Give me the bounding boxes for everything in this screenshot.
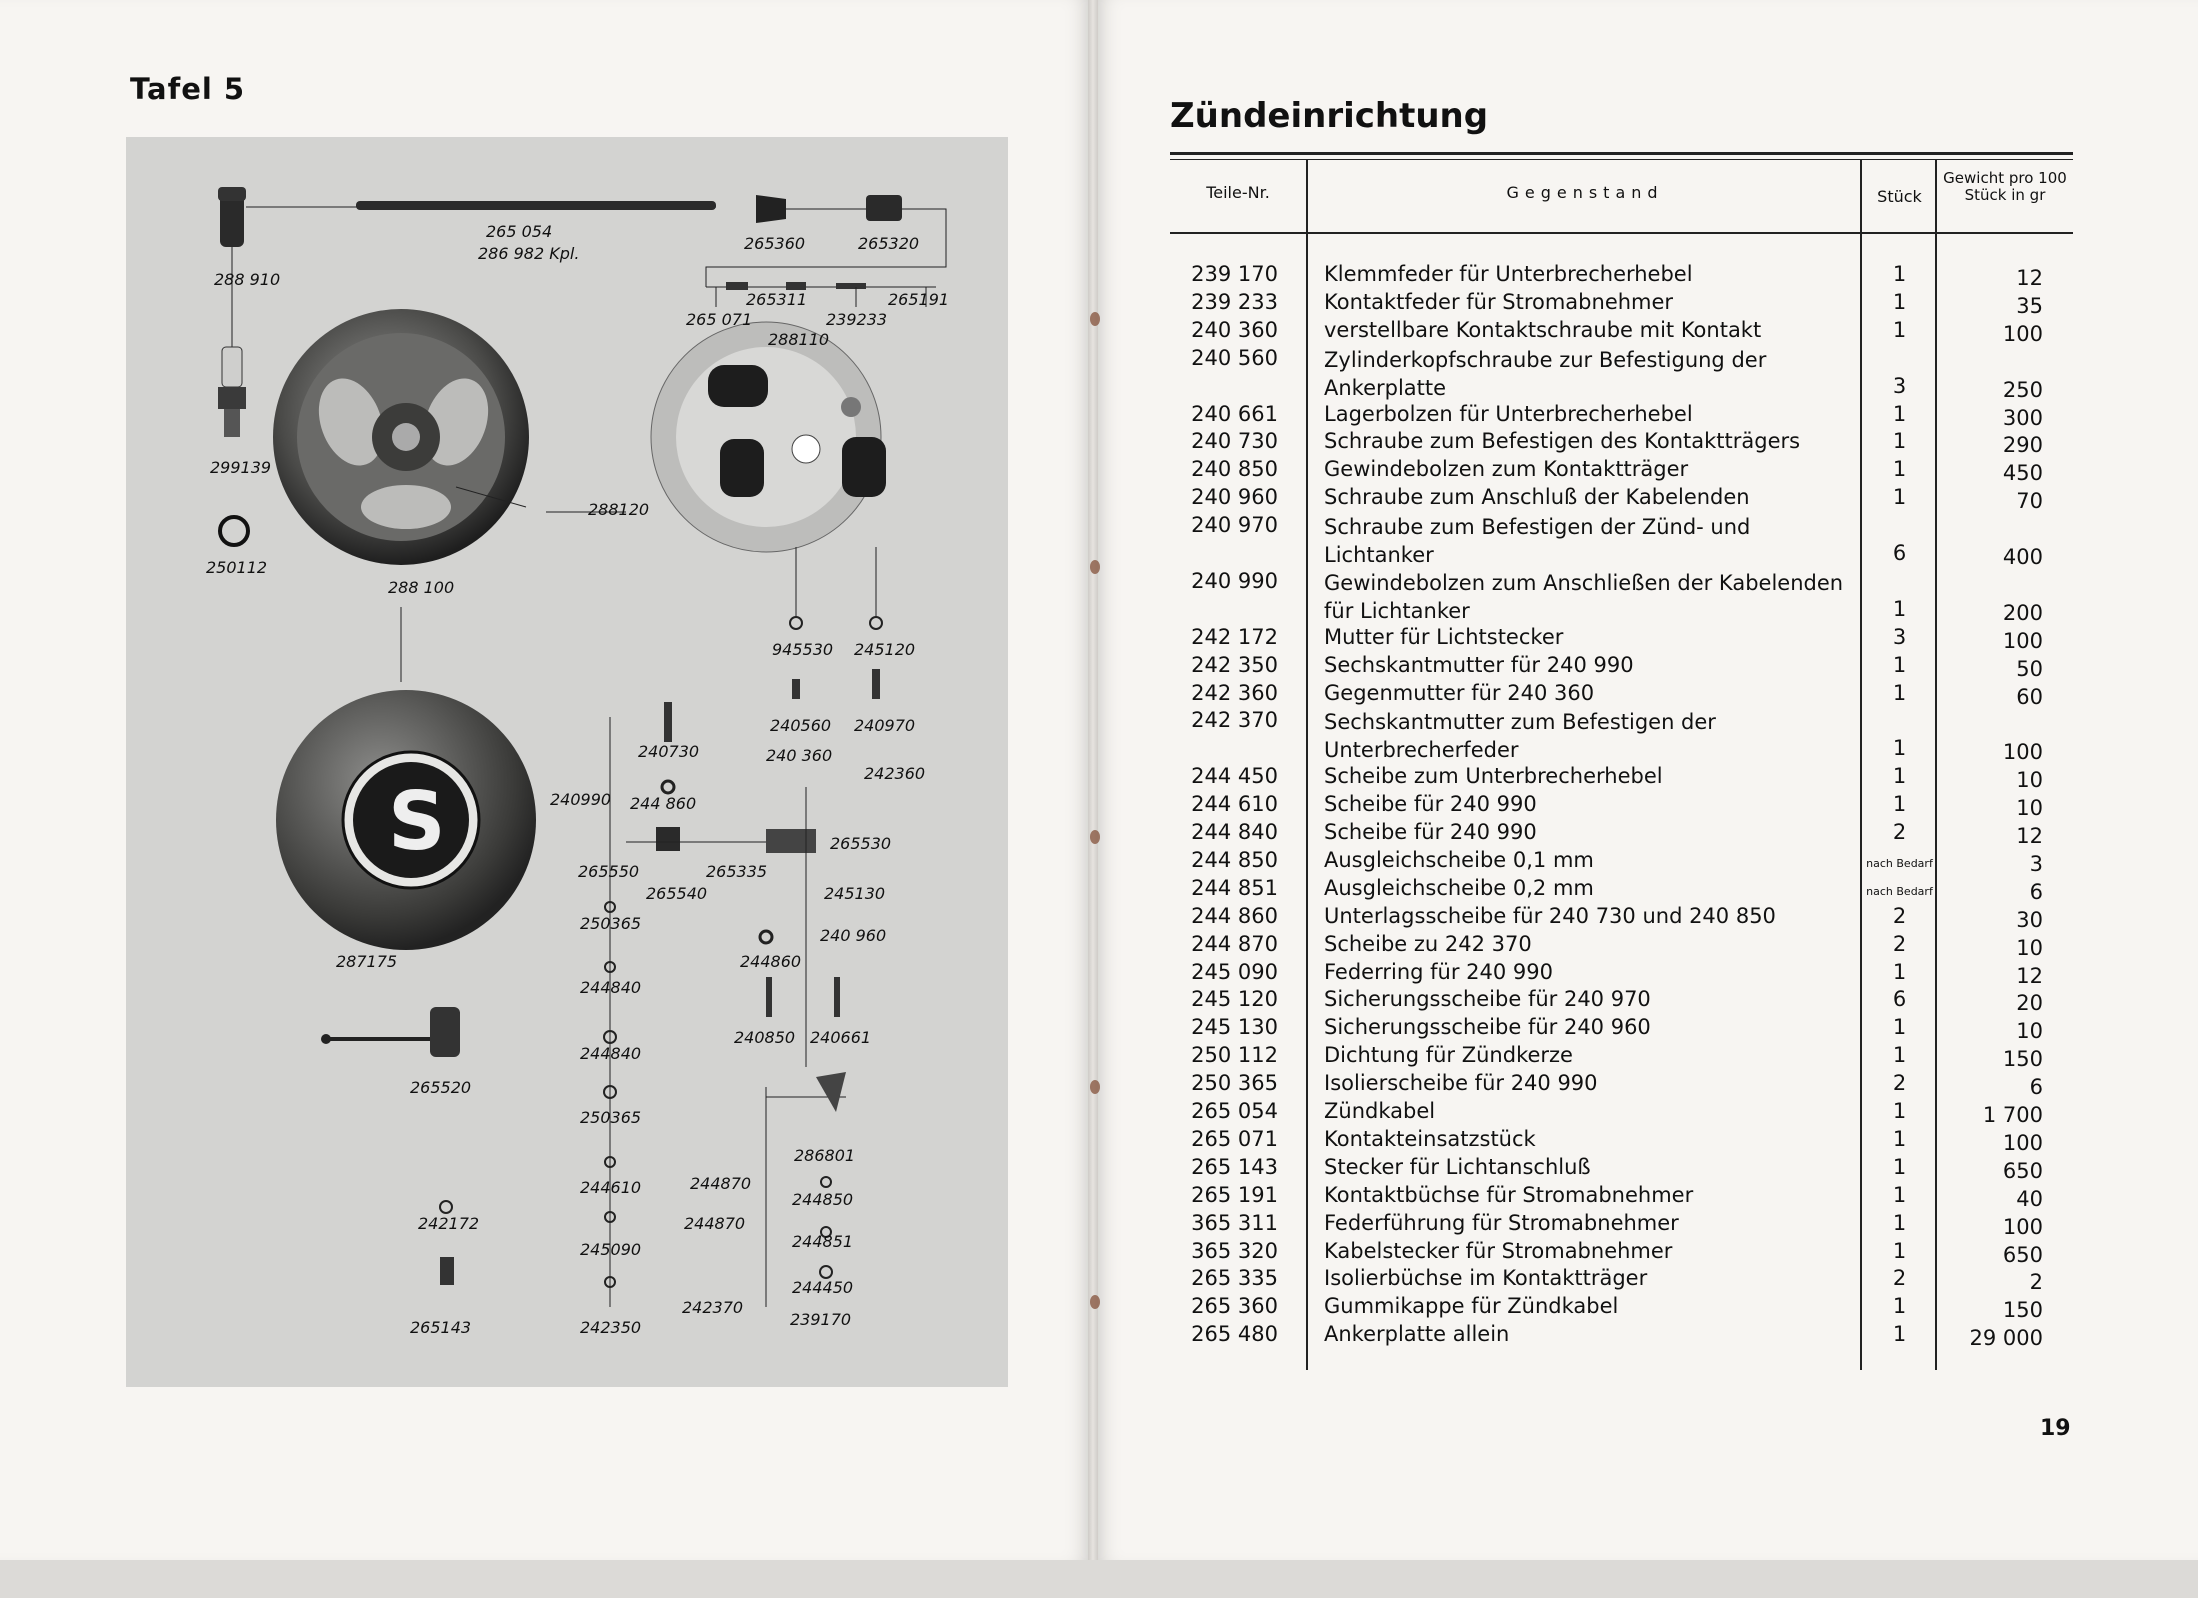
table-row [1170, 1266, 2073, 1294]
callout-265071: 265 071 [686, 310, 753, 329]
part-weight: 40 [2016, 1186, 2043, 1211]
part-description [1324, 1211, 1844, 1235]
part-description [1324, 569, 1844, 625]
callout-244850: 244850 [792, 1190, 854, 1209]
cable-connector-part [321, 1007, 460, 1057]
part-weight: 3 [2029, 851, 2043, 876]
part-description-text: Sicherungsscheibe für 240 970 [1324, 987, 1651, 1012]
callout-240970: 240970 [854, 716, 916, 735]
part-quantity: 1 [1892, 1322, 1907, 1347]
part-quantity: 1 [1892, 1294, 1907, 1319]
part-weight: 100 [2002, 1214, 2043, 1239]
part-quantity: 1 [1892, 736, 1907, 761]
part-quantity: 1 [1892, 1043, 1907, 1068]
part-weight: 29 000 [1969, 1326, 2043, 1351]
title-rule [1170, 152, 2073, 155]
table-row [1170, 1015, 2073, 1043]
part-description-text: Kontakteinsatzstück [1324, 1126, 1536, 1151]
stain-spot [1090, 560, 1100, 574]
table-row [1170, 1155, 2073, 1183]
table-row [1170, 457, 2073, 485]
part-description-text: Scheibe für 240 990 [1324, 792, 1537, 817]
part-description [1324, 708, 1844, 764]
part-weight: 30 [2016, 907, 2043, 932]
part-description [1324, 262, 1844, 286]
callout-299139: 299139 [210, 458, 272, 477]
part-description [1324, 290, 1844, 314]
callout-239170: 239170 [790, 1310, 852, 1329]
part-number: 242 350 [1191, 652, 1278, 677]
part-description [1324, 987, 1844, 1011]
table-row [1170, 1183, 2073, 1211]
callout-244860b: 244860 [740, 952, 802, 971]
part-number: 244 870 [1191, 931, 1278, 956]
part-description [1324, 513, 1844, 569]
part-weight: 6 [2029, 1075, 2043, 1100]
part-quantity: 1 [1892, 1126, 1907, 1151]
callout-244840b: 244840 [580, 1044, 642, 1063]
part-description-text: Kontaktbüchse für Stromabnehmer [1324, 1182, 1694, 1207]
part-weight: 100 [2002, 628, 2043, 653]
part-description-text: Dichtung für Zündkerze [1324, 1043, 1573, 1068]
part-number: 242 172 [1191, 624, 1278, 649]
callout-288910: 288 910 [214, 270, 281, 289]
part-weight: 70 [2016, 489, 2043, 514]
callout-287175: 287175 [336, 952, 398, 971]
table-row [1170, 848, 2073, 876]
part-description [1324, 1155, 1844, 1179]
part-weight: 10 [2016, 768, 2043, 793]
part-number: 240 661 [1191, 401, 1278, 426]
part-description-text: Lagerbolzen für Unterbrecherhebel [1324, 401, 1693, 426]
part-quantity: 2 [1892, 1071, 1907, 1096]
part-description-text: Mutter für Lichtstecker [1324, 624, 1564, 649]
part-number: 265 335 [1191, 1266, 1278, 1291]
part-description-text: Schraube zum Anschluß der Kabelenden [1324, 485, 1750, 510]
part-description [1324, 429, 1844, 453]
part-number: 240 560 [1191, 345, 1278, 370]
callout-250112: 250112 [206, 558, 268, 577]
part-number: 240 850 [1191, 457, 1278, 482]
table-row [1170, 429, 2073, 457]
part-quantity: 1 [1892, 289, 1907, 314]
part-quantity: 1 [1892, 262, 1907, 286]
part-description [1324, 1015, 1844, 1039]
callout-242370: 242370 [682, 1298, 744, 1317]
part-quantity: 1 [1892, 1099, 1907, 1123]
part-weight: 35 [2016, 293, 2043, 318]
part-weight: 150 [2002, 1298, 2043, 1323]
table-row [1170, 1043, 2073, 1071]
part-weight: 250 [2002, 377, 2043, 402]
part-weight: 650 [2002, 1242, 2043, 1267]
table-row [1170, 932, 2073, 960]
svg-text:S: S [388, 775, 446, 868]
plate-title: Tafel 5 [130, 72, 246, 106]
callout-242172: 242172 [418, 1214, 480, 1233]
part-description-text: Gegenmutter für 240 360 [1324, 680, 1595, 705]
part-number: 240 960 [1191, 485, 1278, 510]
part-description [1324, 681, 1844, 705]
header-gewicht: Gewicht pro 100 Stück in gr [1943, 169, 2067, 204]
header-gegenstand: Gegenstand [1506, 183, 1664, 202]
part-number: 250 365 [1191, 1071, 1278, 1096]
part-quantity: 3 [1892, 373, 1907, 398]
callout-240850: 240850 [734, 1028, 796, 1047]
table-row [1170, 1127, 2073, 1155]
background-strip [0, 1560, 2198, 1598]
part-description [1324, 876, 1844, 900]
part-description-text: Scheibe zum Unterbrecherhebel [1324, 764, 1663, 789]
part-weight: 290 [2002, 433, 2043, 458]
part-weight: 100 [2002, 321, 2043, 346]
part-number: 244 850 [1191, 847, 1278, 872]
part-number: 250 112 [1191, 1043, 1278, 1068]
table-row [1170, 764, 2073, 792]
part-quantity: 1 [1892, 1015, 1907, 1040]
part-number: 240 990 [1191, 568, 1278, 593]
part-description [1324, 318, 1844, 342]
callout-286801: 286801 [794, 1146, 856, 1165]
callout-244870a: 244870 [690, 1174, 752, 1193]
stain-spot [1090, 830, 1100, 844]
part-description-text: Stecker für Lichtanschluß [1324, 1154, 1591, 1179]
callout-244610: 244610 [580, 1178, 642, 1197]
part-quantity: 1 [1892, 596, 1907, 621]
part-quantity: 1 [1892, 485, 1907, 510]
part-weight: 20 [2016, 991, 2043, 1016]
part-description [1324, 1071, 1844, 1095]
part-description-text: Gummikappe für Zündkabel [1324, 1294, 1619, 1319]
part-weight: 6 [2029, 879, 2043, 904]
stain-spot [1090, 312, 1100, 326]
part-description [1324, 820, 1844, 844]
part-description-text: Zündkabel [1324, 1099, 1436, 1123]
part-weight: 2 [2029, 1270, 2043, 1295]
spark-plug [218, 247, 248, 545]
part-weight: 10 [2016, 935, 2043, 960]
table-row [1170, 569, 2073, 625]
part-number: 245 120 [1191, 987, 1278, 1012]
part-description-text: Klemmfeder für Unterbrecherhebel [1324, 262, 1693, 286]
callout-240990: 240990 [550, 790, 612, 809]
part-number: 365 320 [1191, 1238, 1278, 1263]
part-weight: 450 [2002, 461, 2043, 486]
part-weight: 10 [2016, 1019, 2043, 1044]
callout-265320: 265320 [858, 234, 920, 253]
part-weight: 650 [2002, 1158, 2043, 1183]
table-row [1170, 708, 2073, 764]
part-weight: 100 [2002, 740, 2043, 765]
part-description-text: Federring für 240 990 [1324, 959, 1554, 984]
part-description-text: Scheibe für 240 990 [1324, 820, 1537, 844]
part-number: 265 143 [1191, 1154, 1278, 1179]
part-quantity: 6 [1892, 987, 1907, 1012]
part-weight: 150 [2002, 1047, 2043, 1072]
table-row [1170, 820, 2073, 848]
part-description [1324, 1266, 1844, 1290]
part-number: 239 170 [1191, 262, 1278, 286]
part-quantity: nach Bedarf [1866, 856, 1933, 870]
table-row [1170, 1099, 2073, 1127]
part-quantity: 6 [1892, 540, 1907, 565]
part-description [1324, 457, 1844, 481]
header-teile-nr: Teile-Nr. [1206, 183, 1270, 202]
part-description [1324, 485, 1844, 509]
part-weight: 50 [2016, 656, 2043, 681]
part-description-text: Sicherungsscheibe für 240 960 [1324, 1015, 1651, 1040]
table-row [1170, 1239, 2073, 1267]
part-number: 265 054 [1191, 1099, 1278, 1123]
table-row [1170, 1071, 2073, 1099]
part-quantity: 2 [1892, 903, 1907, 928]
part-description [1324, 932, 1844, 956]
part-quantity: 1 [1892, 959, 1907, 984]
part-quantity: 1 [1892, 764, 1907, 789]
callout-239233: 239233 [826, 310, 888, 329]
part-quantity: 3 [1892, 624, 1907, 649]
part-number: 265 191 [1191, 1182, 1278, 1207]
parts-diagram-svg [126, 137, 1008, 1387]
callout-265191: 265191 [888, 290, 950, 309]
part-description-text: Kabelstecker für Stromabnehmer [1324, 1238, 1673, 1263]
part-description [1324, 1322, 1844, 1346]
part-number: 240 360 [1191, 317, 1278, 342]
part-number: 244 860 [1191, 903, 1278, 928]
callout-945530: 945530 [772, 640, 834, 659]
part-description-text: Scheibe zu 242 370 [1324, 931, 1532, 956]
callout-265360: 265360 [744, 234, 806, 253]
callout-244840a: 244840 [580, 978, 642, 997]
part-quantity: 1 [1892, 1154, 1907, 1179]
part-number: 239 233 [1191, 289, 1278, 314]
table-row [1170, 681, 2073, 709]
stain-spot [1090, 1295, 1100, 1309]
part-description [1324, 625, 1844, 649]
callout-244870b: 244870 [684, 1214, 746, 1233]
part-number: 244 610 [1191, 792, 1278, 817]
part-quantity: 1 [1892, 792, 1907, 817]
callout-265550: 265550 [578, 862, 640, 881]
part-description-text: Kontaktfeder für Stromabnehmer [1324, 289, 1674, 314]
page-title: Zündeinrichtung [1170, 96, 1489, 136]
callout-286982: 286 982 Kpl. [478, 244, 580, 263]
part-description-text: Ankerplatte allein [1324, 1322, 1510, 1347]
part-weight: 60 [2016, 684, 2043, 709]
table-row [1170, 346, 2073, 402]
part-quantity: 1 [1892, 317, 1907, 342]
part-quantity: 1 [1892, 1210, 1907, 1235]
part-weight: 12 [2016, 824, 2043, 848]
table-row [1170, 987, 2073, 1015]
table-row [1170, 960, 2073, 988]
part-weight: 10 [2016, 796, 2043, 821]
part-weight: 12 [2016, 963, 2043, 988]
callout-245120: 245120 [854, 640, 916, 659]
callout-240661: 240661 [810, 1028, 872, 1047]
table-row [1170, 1294, 2073, 1322]
callout-240960: 240 960 [820, 926, 887, 945]
table-row [1170, 290, 2073, 318]
part-description [1324, 848, 1844, 872]
part-number: 244 851 [1191, 875, 1278, 900]
column-divider [1306, 160, 1308, 232]
part-description [1324, 1183, 1844, 1207]
callout-265054: 265 054 [486, 222, 553, 241]
part-weight: 300 [2002, 405, 2043, 430]
callout-240560: 240560 [770, 716, 832, 735]
callout-244450: 244450 [792, 1278, 854, 1297]
part-number: 365 311 [1191, 1210, 1278, 1235]
part-weight: 400 [2002, 544, 2043, 569]
table-row [1170, 625, 2073, 653]
book-gutter [1088, 0, 1098, 1560]
table-row [1170, 262, 2073, 290]
table-row [1170, 792, 2073, 820]
magneto-cover [276, 690, 536, 950]
part-quantity: 1 [1892, 457, 1907, 482]
part-quantity: 1 [1892, 1238, 1907, 1263]
part-description [1324, 764, 1844, 788]
callout-244851: 244851 [792, 1232, 854, 1251]
part-description-text: Zylinderkopfschraube zur Befestigung der Ankerplatte [1324, 347, 1767, 400]
table-row [1170, 876, 2073, 904]
callout-265520: 265520 [410, 1078, 472, 1097]
callout-242350: 242350 [580, 1318, 642, 1337]
callout-244860a: 244 860 [630, 794, 697, 813]
callout-265335: 265335 [706, 862, 768, 881]
callout-265311: 265311 [746, 290, 808, 309]
callout-240360: 240 360 [766, 746, 833, 765]
part-weight: 1 700 [1982, 1103, 2043, 1127]
part-description [1324, 1239, 1844, 1263]
part-weight: 12 [2016, 266, 2043, 290]
part-quantity: 2 [1892, 1266, 1907, 1291]
part-description [1324, 792, 1844, 816]
table-row [1170, 904, 2073, 932]
part-description-text: Federführung für Stromabnehmer [1324, 1210, 1679, 1235]
part-description [1324, 904, 1844, 928]
part-description-text: Sechskantmutter zum Befestigen der Unterbrecherfeder [1324, 710, 1716, 763]
table-row [1170, 1211, 2073, 1239]
part-description-text: verstellbare Kontaktschraube mit Kontakt [1324, 317, 1762, 342]
part-weight: 200 [2002, 600, 2043, 625]
part-number: 244 450 [1191, 764, 1278, 789]
callout-265530: 265530 [830, 834, 892, 853]
callout-250365a: 250365 [580, 914, 642, 933]
part-number: 245 130 [1191, 1015, 1278, 1040]
part-description [1324, 1043, 1844, 1067]
table-row [1170, 653, 2073, 681]
flywheel [273, 309, 529, 682]
part-description [1324, 346, 1844, 402]
part-number: 265 360 [1191, 1294, 1278, 1319]
callout-288120: 288120 [588, 500, 650, 519]
callout-245130: 245130 [824, 884, 886, 903]
table-row [1170, 318, 2073, 346]
part-weight: 100 [2002, 1130, 2043, 1155]
table-row [1170, 513, 2073, 569]
part-quantity: 1 [1892, 1182, 1907, 1207]
part-quantity: 2 [1892, 820, 1907, 844]
part-number: 265 071 [1191, 1126, 1278, 1151]
part-number: 245 090 [1191, 959, 1278, 984]
header-stueck: Stück [1877, 187, 1922, 206]
part-number: 242 370 [1191, 708, 1278, 733]
part-description-text: Ausgleichscheibe 0,1 mm [1324, 847, 1594, 872]
part-description-text: Isolierbüchse im Kontaktträger [1324, 1266, 1648, 1291]
part-description [1324, 1099, 1844, 1123]
part-description-text: Gewindebolzen zum Kontaktträger [1324, 457, 1689, 482]
exploded-parts-diagram [126, 137, 1008, 1387]
part-quantity: nach Bedarf [1866, 884, 1933, 898]
part-number: 240 970 [1191, 513, 1278, 538]
callout-288100: 288 100 [388, 578, 455, 597]
callout-240730: 240730 [638, 742, 700, 761]
page-number: 19 [2040, 1416, 2071, 1441]
part-description [1324, 402, 1844, 426]
part-quantity: 1 [1892, 652, 1907, 677]
callout-265143: 265143 [410, 1318, 472, 1337]
part-description-text: Ausgleichscheibe 0,2 mm [1324, 875, 1594, 900]
part-quantity: 2 [1892, 931, 1907, 956]
part-description [1324, 960, 1844, 984]
callout-242360: 242360 [864, 764, 926, 783]
part-number: 242 360 [1191, 680, 1278, 705]
ignition-cable-assembly [218, 187, 946, 307]
part-description-text: Sechskantmutter für 240 990 [1324, 652, 1634, 677]
callout-265540: 265540 [646, 884, 708, 903]
stain-spot [1090, 1080, 1100, 1094]
table-row [1170, 1322, 2073, 1350]
part-description [1324, 1127, 1844, 1151]
part-description-text: Gewindebolzen zum Anschließen der Kabelenden für Lichtanker [1324, 570, 1844, 623]
part-quantity: 1 [1892, 680, 1907, 705]
part-description [1324, 653, 1844, 677]
part-quantity: 1 [1892, 429, 1907, 454]
part-number: 244 840 [1191, 820, 1278, 844]
part-description [1324, 1294, 1844, 1318]
table-row [1170, 402, 2073, 430]
part-number: 240 730 [1191, 429, 1278, 454]
table-row [1170, 485, 2073, 513]
part-quantity: 1 [1892, 401, 1907, 426]
callout-245090: 245090 [580, 1240, 642, 1259]
part-description-text: Isolierscheibe für 240 990 [1324, 1071, 1598, 1096]
part-description-text: Schraube zum Befestigen der Zünd- und Lichtanker [1324, 515, 1751, 568]
callout-250365b: 250365 [580, 1108, 642, 1127]
part-description-text: Schraube zum Befestigen des Kontaktträgers [1324, 429, 1801, 454]
part-number: 265 480 [1191, 1322, 1278, 1347]
part-description-text: Unterlagsscheibe für 240 730 und 240 850 [1324, 903, 1776, 928]
callout-288110: 288110 [768, 330, 830, 349]
